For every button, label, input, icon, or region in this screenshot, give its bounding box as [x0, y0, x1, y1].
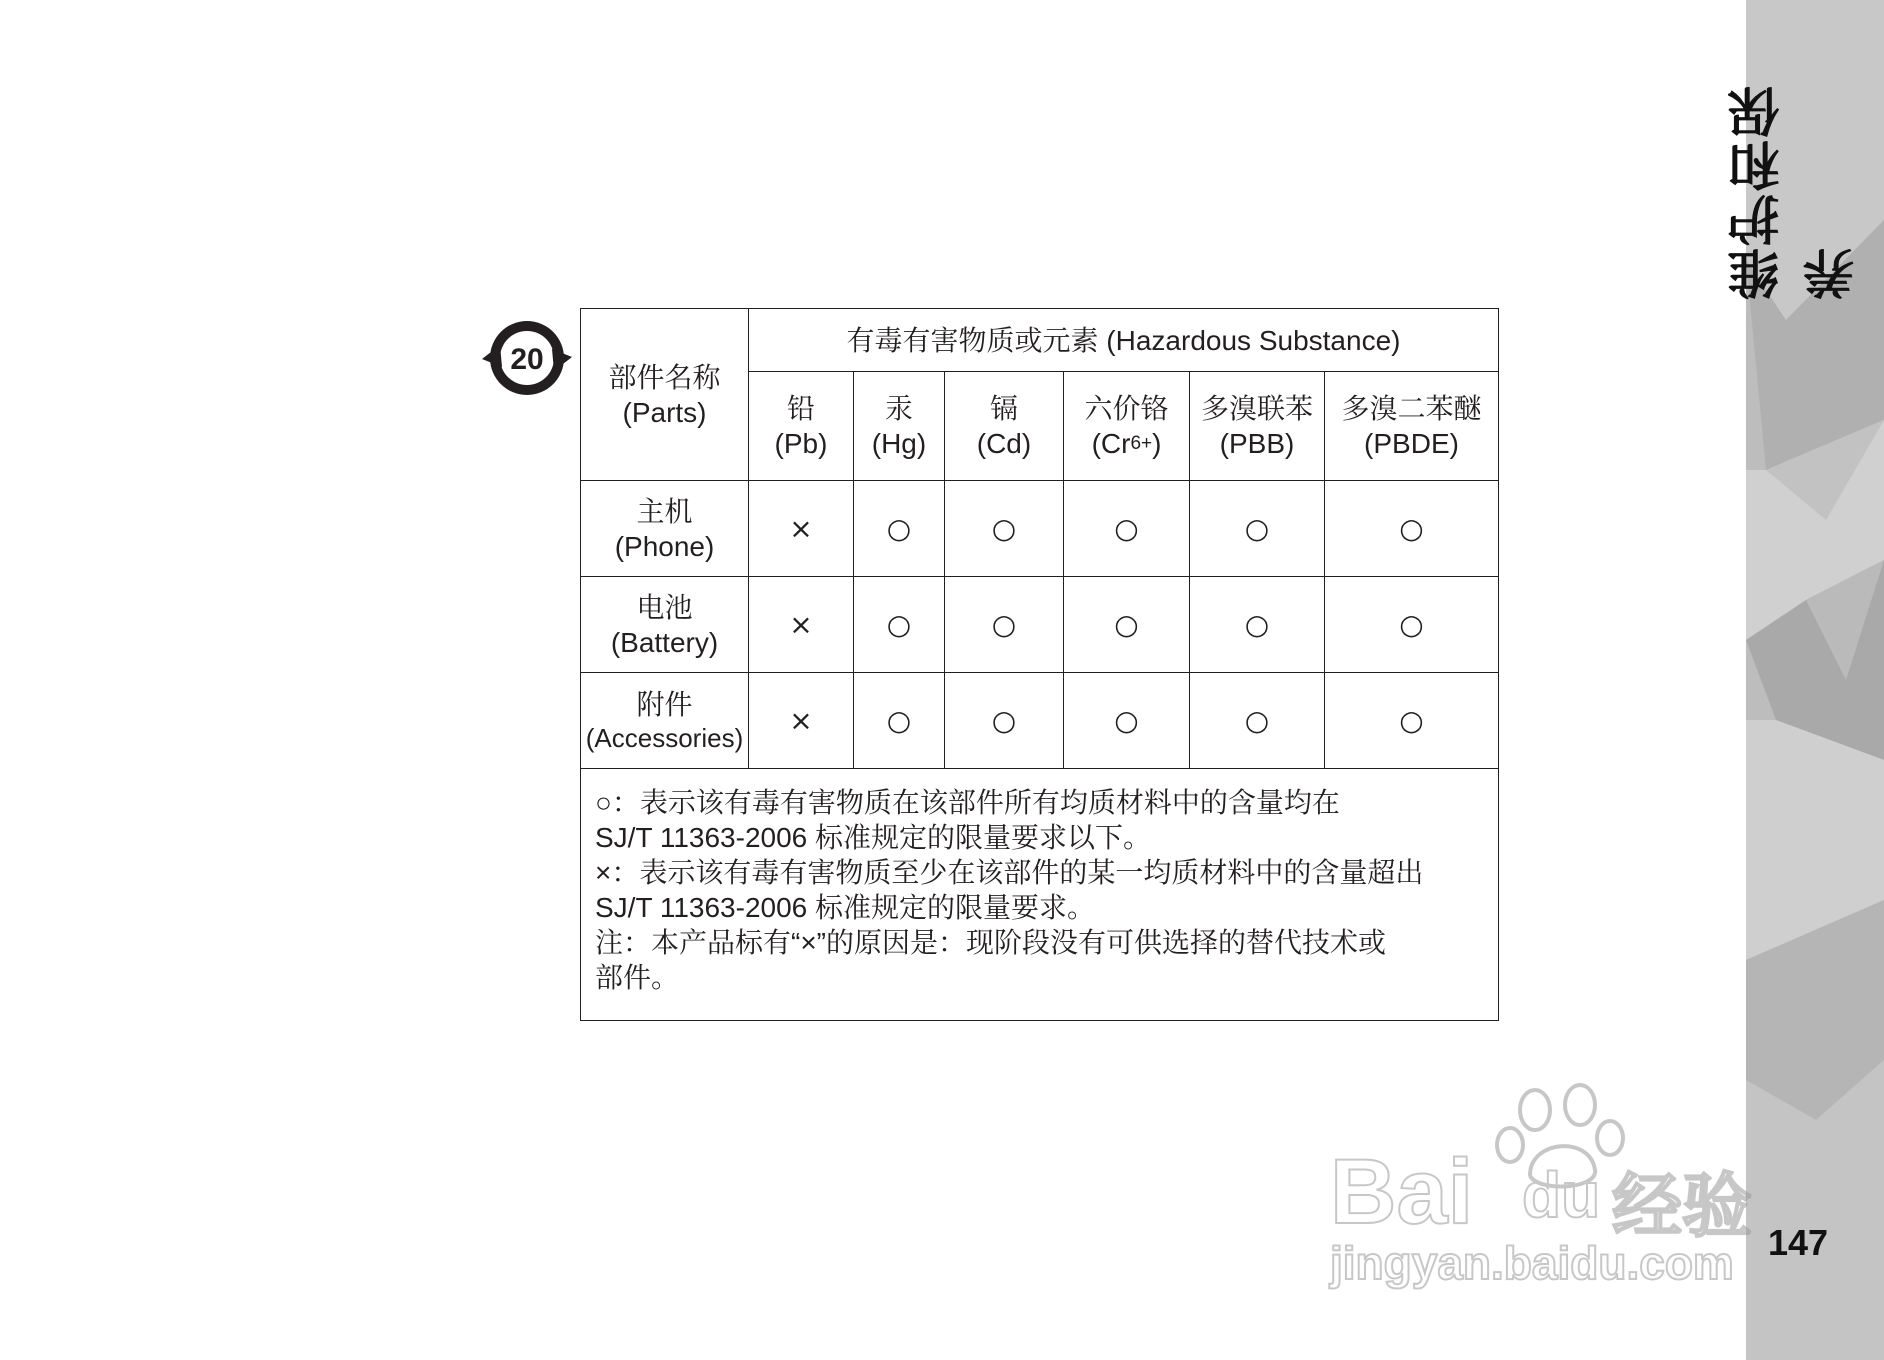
baidu-watermark: [1330, 1080, 1770, 1300]
substance-pbb: [1190, 372, 1325, 481]
note-line: 注：本产品标有“×”的原因是：现阶段没有可供选择的替代技术或: [595, 927, 1387, 958]
mark-cell: ○: [1325, 481, 1499, 577]
environmental-protection-use-period-logo: [480, 315, 574, 400]
mark-cell: ○: [854, 577, 945, 673]
mark-cell: ○: [1190, 481, 1325, 577]
mark-cell: ○: [945, 577, 1064, 673]
substance-en: [1064, 426, 1189, 461]
watermark-product: 经验: [1612, 1165, 1752, 1247]
substance-cn: 铅: [786, 392, 815, 425]
watermark-brand: Bai: [1330, 1141, 1474, 1243]
part-name-cn: 附件: [636, 687, 693, 721]
mark-cell: ○: [945, 673, 1064, 769]
part-name-en: (Accessories): [585, 722, 744, 753]
note-line: SJ/T 11363-2006 标准规定的限量要求以下。: [595, 822, 1152, 853]
parts-header-cn: 部件名称: [608, 360, 721, 394]
substance-cn: 汞: [884, 392, 913, 425]
substance-en: (PBB): [1219, 428, 1295, 459]
part-name-en: (Phone): [614, 530, 715, 562]
substance-en: (Hg): [871, 428, 927, 459]
table-row-phone: [581, 481, 1499, 577]
parts-header: [581, 309, 749, 481]
substance-cn: 多溴二苯醚: [1341, 392, 1482, 425]
mark-cell: ×: [749, 481, 854, 577]
mark-cell: ○: [1064, 673, 1190, 769]
substance-en: (Pb): [774, 428, 828, 459]
page-number: 147: [1768, 1222, 1829, 1263]
mark-cell: ○: [854, 481, 945, 577]
substance-en-post: ): [1152, 428, 1162, 459]
mark-cell: ○: [1064, 577, 1190, 673]
table-notes: [581, 769, 1499, 1021]
part-name: [581, 673, 749, 769]
substance-pb: [749, 372, 854, 481]
note-line: 部件。: [595, 962, 680, 993]
note-line: ×：表示该有毒有害物质至少在该部件的某一均质材料中的含量超出: [595, 857, 1424, 888]
substance-pbde: [1325, 372, 1499, 481]
mark-cell: ×: [749, 577, 854, 673]
mark-cell: ○: [1325, 673, 1499, 769]
substance-cn: 六价铬: [1084, 392, 1169, 425]
table-row-battery: [581, 577, 1499, 673]
hazardous-substance-table: [580, 308, 1499, 1021]
section-title: [1766, 50, 1826, 300]
mark-cell: ○: [1064, 481, 1190, 577]
part-name: [581, 481, 749, 577]
parts-header-en: (Parts): [622, 396, 707, 428]
substance-en-sup: 6+: [1130, 433, 1153, 454]
substance-header: 有毒有害物质或元素 (Hazardous Substance): [749, 309, 1499, 372]
watermark-url: jingyan.baidu.com: [1330, 1237, 1734, 1289]
part-name-en: (Battery): [610, 626, 719, 658]
logo-number: 20: [510, 343, 544, 376]
substance-cn: 多溴联苯: [1200, 392, 1313, 425]
part-name-cn: 电池: [636, 590, 693, 624]
substance-cn: 镉: [989, 392, 1018, 425]
substance-cr6: [1064, 372, 1190, 481]
substance-en: (PBDE): [1364, 428, 1459, 459]
note-line: ○：表示该有毒有害物质在该部件所有均质材料中的含量均在: [595, 787, 1340, 818]
substance-hg: [854, 372, 945, 481]
substance-en: (Cd): [976, 428, 1032, 459]
mark-cell: ×: [749, 673, 854, 769]
mark-cell: ○: [945, 481, 1064, 577]
mark-cell: ○: [1325, 577, 1499, 673]
watermark-brand2: du: [1522, 1159, 1601, 1231]
note-line: SJ/T 11363-2006 标准规定的限量要求。: [595, 892, 1096, 923]
mark-cell: ○: [1190, 673, 1325, 769]
part-name: [581, 577, 749, 673]
mark-cell: ○: [854, 673, 945, 769]
table-row-accessories: [581, 673, 1499, 769]
substance-en-pre: (Cr: [1091, 428, 1131, 459]
part-name-cn: 主机: [636, 494, 693, 528]
mark-cell: ○: [1190, 577, 1325, 673]
substance-cd: [945, 372, 1064, 481]
